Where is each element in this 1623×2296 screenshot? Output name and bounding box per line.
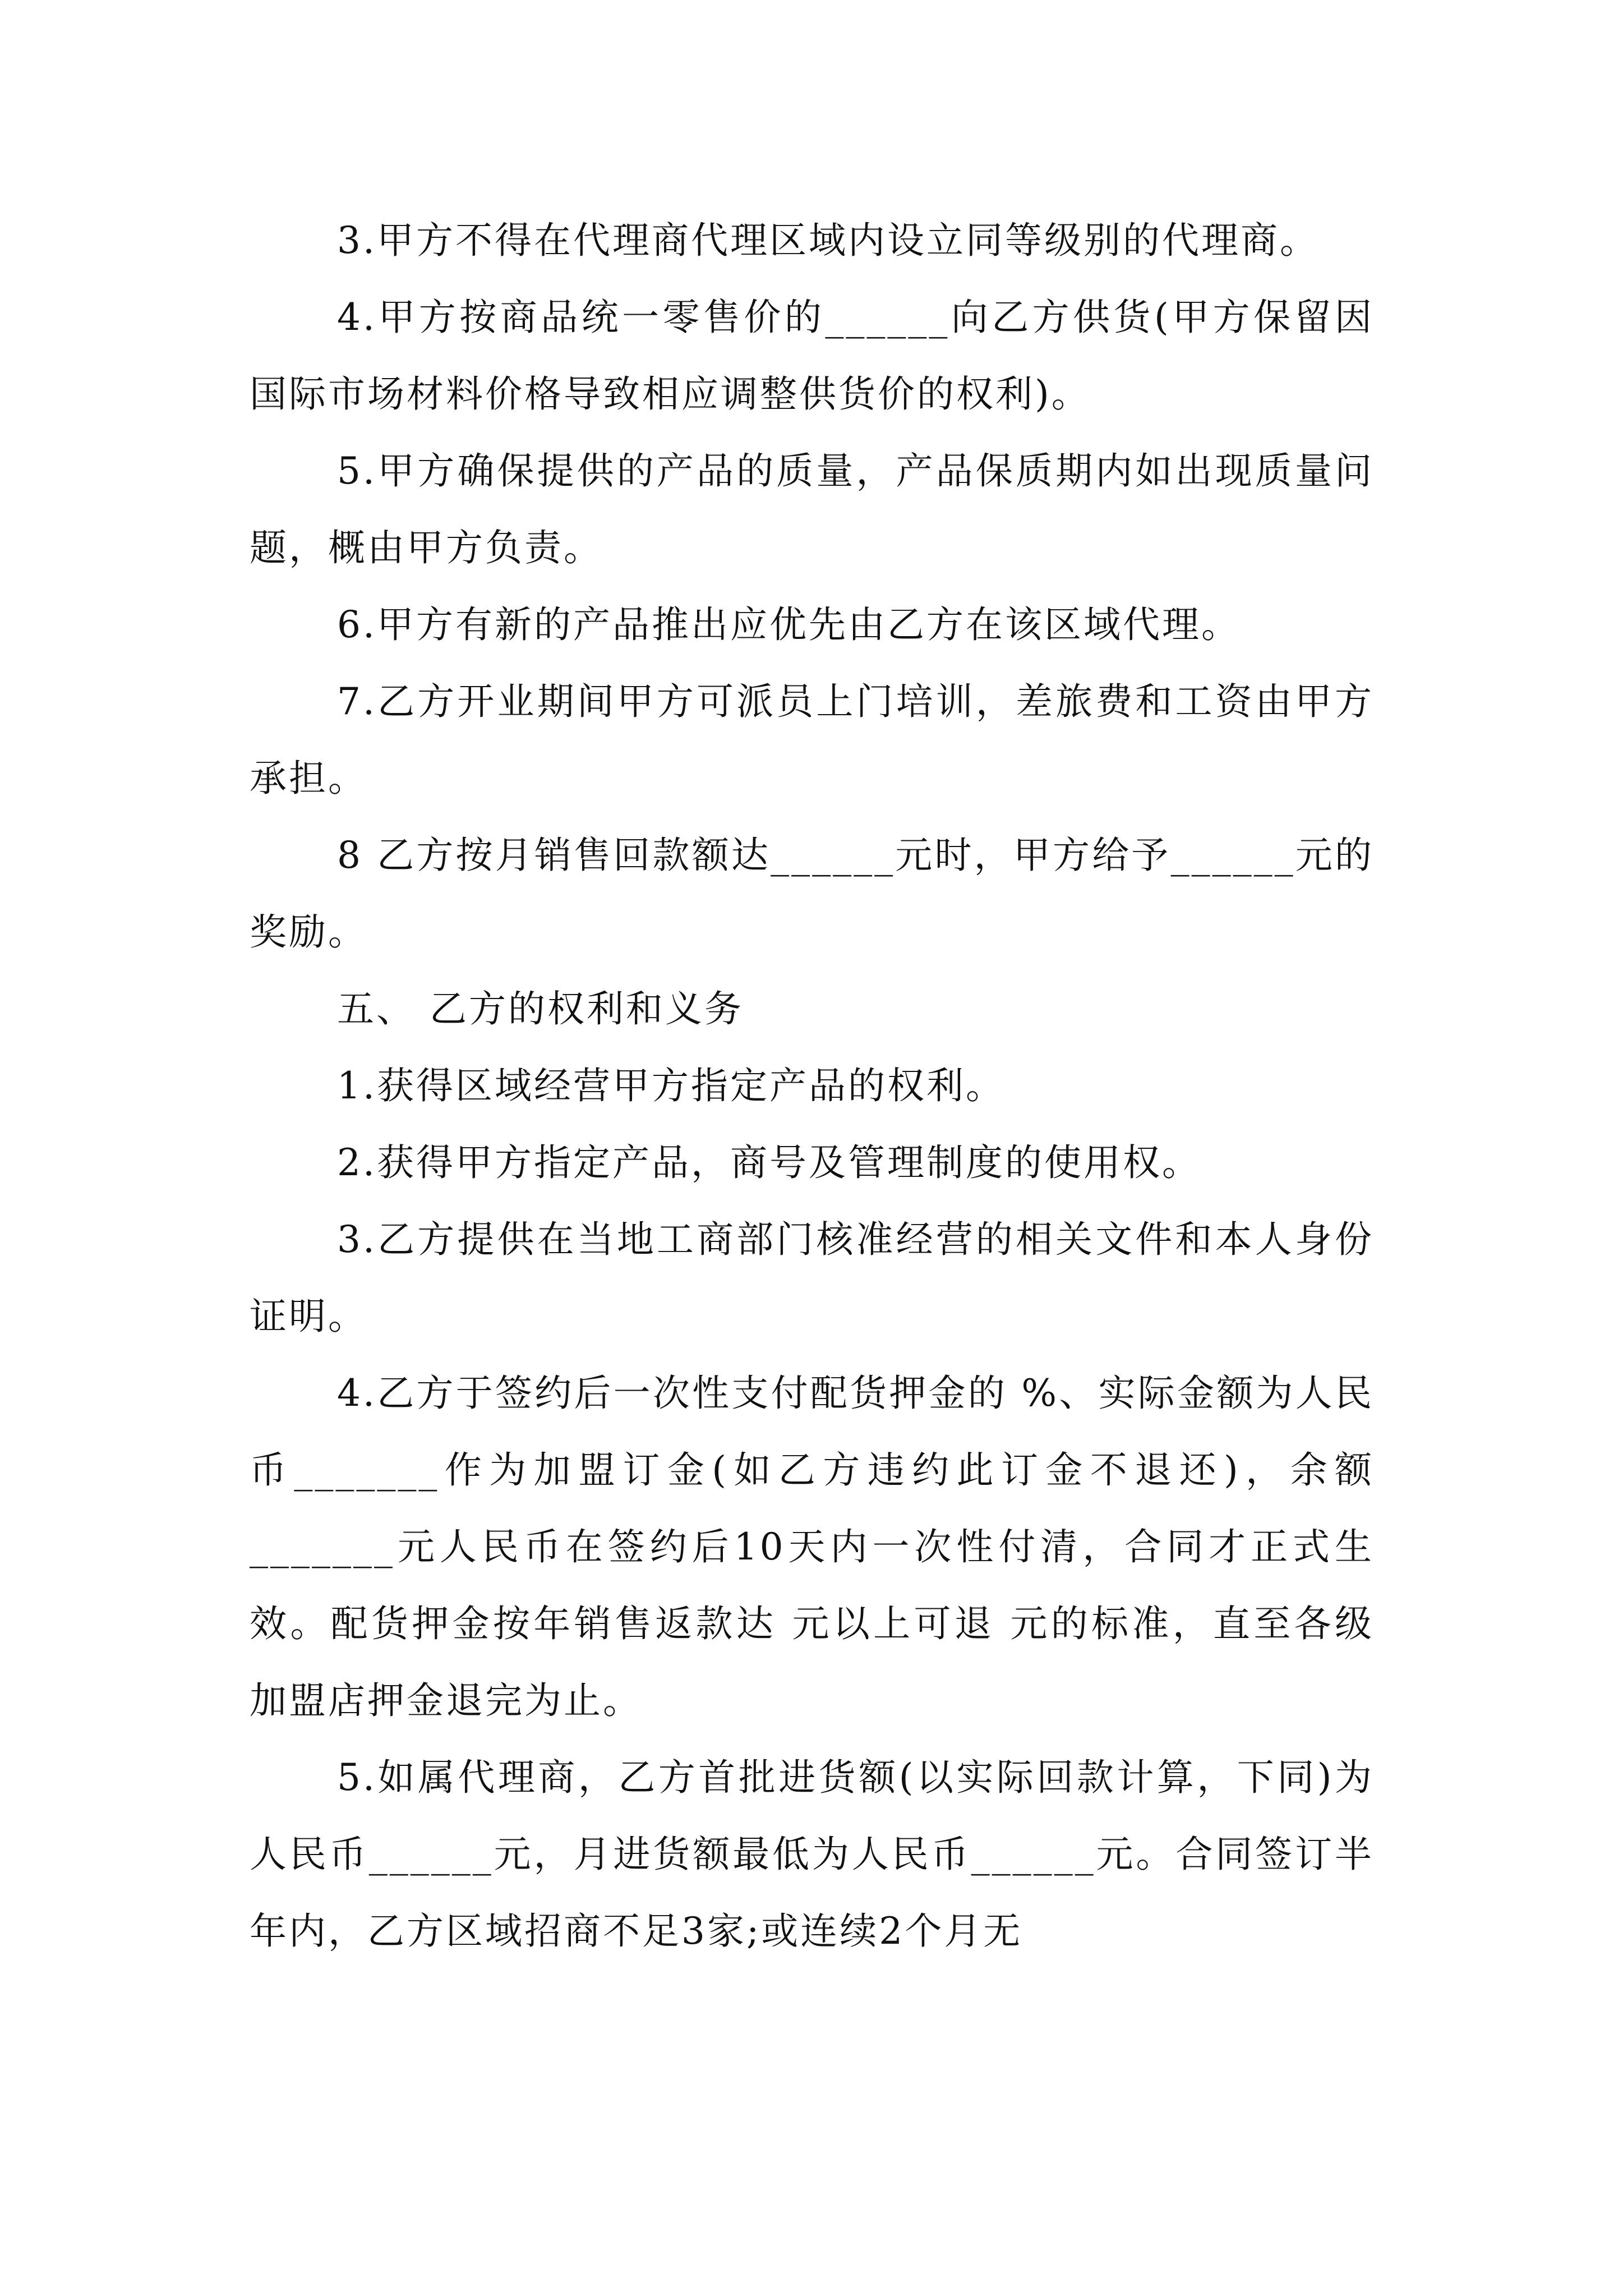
document-page — [250, 202, 1374, 1970]
clause-party-a-7: 7.乙方开业期间甲方可派员上门培训，差旅费和工资由甲方承担。 — [250, 680, 1374, 800]
section-heading-party-b-rights: 五、 乙方的权利和义务 — [337, 987, 744, 1030]
clause-party-b-5: 5.如属代理商，乙方首批进货额(以实际回款计算，下同)为人民币______元，月进货额最低为人民币______元。合同签订半年内，乙方区域招商不足3家;或连续2个月无 — [250, 1756, 1374, 1953]
clause-party-a-5: 5.甲方确保提供的产品的质量，产品保质期内如出现质量问题，概由甲方负责。 — [250, 449, 1374, 569]
clause-party-b-3: 3.乙方提供在当地工商部门核准经营的相关文件和本人身份证明。 — [250, 1218, 1374, 1338]
clause-party-a-3: 3.甲方不得在代理商代理区域内设立同等级别的代理商。 — [337, 219, 1319, 262]
clause-party-a-4: 4.甲方按商品统一零售价的______向乙方供货(甲方保留因国际市场材料价格导致相应调整供货价的权利)。 — [250, 296, 1374, 416]
clause-party-a-6: 6.甲方有新的产品推出应优先由乙方在该区域代理。 — [337, 603, 1241, 646]
clause-party-b-1: 1.获得区域经营甲方指定产品的权利。 — [337, 1064, 1005, 1107]
clause-party-b-4: 4.乙方于签约后一次性支付配货押金的 %、实际金额为人民币_______作为加盟订金(如乙方违约此订金不退还)，余额_______元人民币在签约后10天内一次性付清，合同才正式生效。配货押金按年销售返款达 元以上可退 元的标准，直至各级加盟店押金退完为止。 — [250, 1372, 1374, 1722]
clause-party-b-2: 2.获得甲方指定产品，商号及管理制度的使用权。 — [337, 1141, 1201, 1184]
clause-party-a-8: 8 乙方按月销售回款额达______元时，甲方给予______元的奖励。 — [250, 834, 1374, 954]
